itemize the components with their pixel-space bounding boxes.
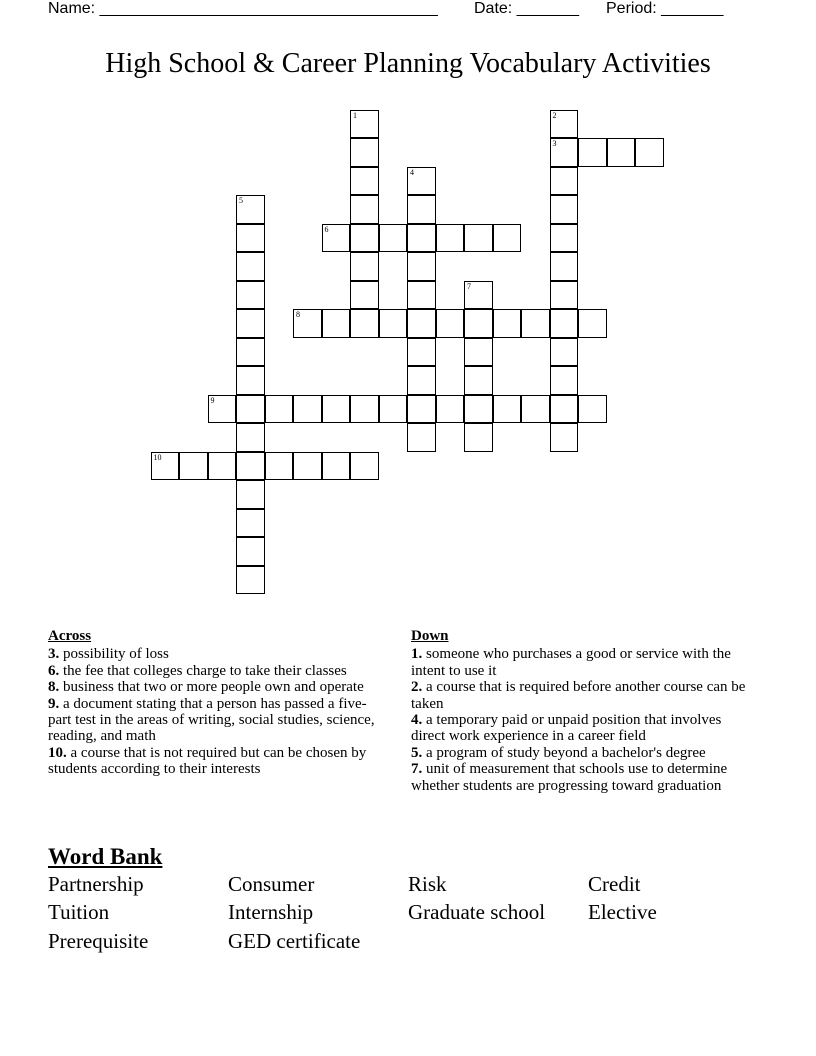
crossword-cell[interactable] (265, 452, 294, 481)
word-bank-item: Graduate school (408, 900, 546, 924)
crossword-cell[interactable] (236, 281, 265, 310)
clue-across-3: 3. possibility of loss (48, 646, 169, 663)
crossword-cell-number: 5 (239, 196, 243, 205)
word-bank-item: Internship (228, 900, 314, 924)
down-heading: Down (411, 628, 449, 644)
crossword-cell-number: 3 (552, 139, 557, 148)
crossword-cell[interactable] (464, 423, 493, 452)
crossword-cell[interactable] (236, 509, 265, 538)
across-clues (48, 628, 388, 778)
header-name-field: Name: ______________________________________ (48, 0, 438, 17)
crossword-cell[interactable] (550, 195, 579, 224)
crossword-cell[interactable] (464, 309, 493, 338)
crossword-cell-number: 7 (467, 281, 471, 291)
crossword-cell[interactable] (407, 338, 436, 367)
crossword-cell[interactable] (550, 138, 579, 167)
crossword-cell[interactable] (578, 138, 607, 167)
crossword-cell[interactable] (464, 281, 493, 310)
clue-down-4: 4. a temporary paid or unpaid position that involves direct work experience in a career field (411, 712, 722, 745)
clue-across-10: 10. a course that is not required but can be chosen by students according to their interests (48, 744, 367, 778)
word-bank-title: Word Bank (48, 844, 163, 869)
crossword-cell[interactable] (322, 452, 351, 481)
crossword-cell[interactable] (350, 395, 379, 424)
crossword-cell[interactable] (322, 309, 351, 338)
word-bank-item: Credit (588, 872, 641, 896)
crossword-cell[interactable] (407, 252, 436, 281)
crossword-cell-number: 6 (324, 224, 329, 234)
crossword-cell[interactable] (464, 395, 493, 424)
crossword-cell[interactable] (550, 167, 579, 196)
crossword-cell[interactable] (236, 566, 265, 595)
word-bank-item: Prerequisite (48, 929, 149, 953)
word-bank-item: GED certificate (228, 929, 361, 953)
crossword-cell[interactable] (521, 309, 550, 338)
word-bank-item: Tuition (48, 900, 110, 924)
crossword-cell[interactable] (379, 309, 408, 338)
crossword-cell[interactable] (550, 281, 579, 310)
clue-down-2: 2. a course that is required before another course can be taken (411, 679, 746, 712)
crossword-cell[interactable] (436, 395, 465, 424)
crossword-cell[interactable] (322, 395, 351, 424)
crossword-cell[interactable] (550, 110, 579, 139)
crossword-cell[interactable] (236, 423, 265, 452)
crossword-cell-number: 4 (410, 167, 414, 177)
crossword-cell[interactable] (550, 338, 579, 367)
crossword-cell[interactable] (236, 224, 265, 253)
page-title: High School & Career Planning Vocabulary Activities (105, 48, 711, 79)
crossword-cell[interactable] (407, 395, 436, 424)
clue-across-6: 6. the fee that colleges charge to take their classes (48, 662, 347, 679)
word-bank-item: Partnership (48, 872, 144, 896)
clue-across-9: 9. a document stating that a person has passed a five-part test in the areas of writing, social studies, science, reading, and math (48, 695, 375, 745)
word-bank-item: Elective (588, 900, 657, 924)
crossword-cell[interactable] (550, 252, 579, 281)
crossword-cell[interactable] (550, 224, 579, 253)
crossword-cell[interactable] (407, 224, 436, 253)
crossword-cell[interactable] (236, 309, 265, 338)
crossword-cell[interactable] (265, 395, 294, 424)
crossword-cell[interactable] (493, 224, 522, 253)
crossword-cell[interactable] (350, 309, 379, 338)
crossword-cell[interactable] (436, 309, 465, 338)
crossword-cell[interactable] (407, 423, 436, 452)
crossword-cell[interactable] (464, 366, 493, 395)
crossword-cell[interactable] (236, 252, 265, 281)
crossword-cell[interactable] (493, 309, 522, 338)
crossword-cell[interactable] (407, 309, 436, 338)
crossword-cell[interactable] (236, 452, 265, 481)
crossword-cell[interactable] (236, 195, 265, 224)
crossword-cell[interactable] (322, 224, 351, 253)
crossword-cell[interactable] (464, 224, 493, 253)
crossword-cell[interactable] (208, 452, 237, 481)
crossword-cell[interactable] (350, 138, 379, 167)
crossword-cell[interactable] (350, 110, 379, 139)
clue-down-1: 1. someone who purchases a good or service with the intent to use it (411, 646, 731, 679)
crossword-cell[interactable] (350, 452, 379, 481)
crossword-cell-number: 1 (353, 110, 357, 120)
crossword-cell[interactable] (635, 138, 664, 167)
crossword-cell[interactable] (550, 423, 579, 452)
crossword-cell[interactable] (578, 395, 607, 424)
crossword-cell-number: 10 (153, 452, 162, 462)
crossword-cell[interactable] (151, 452, 180, 481)
crossword-cell[interactable] (236, 537, 265, 566)
clue-down-7: 7. unit of measurement that schools use to determine whether students are progressing toward graduation (411, 761, 728, 794)
crossword-cell[interactable] (236, 366, 265, 395)
crossword-cell[interactable] (550, 309, 579, 338)
crossword-cell[interactable] (379, 224, 408, 253)
crossword-cell[interactable] (521, 395, 550, 424)
word-bank-item: Consumer (228, 872, 315, 896)
across-heading: Across (48, 628, 92, 644)
crossword-cell[interactable] (350, 195, 379, 224)
crossword-cell[interactable] (436, 224, 465, 253)
word-bank-item: Risk (408, 872, 447, 896)
crossword-cell[interactable] (236, 395, 265, 424)
crossword-cell[interactable] (607, 138, 636, 167)
down-clues (411, 628, 751, 794)
clue-across-8: 8. business that two or more people own and operate (48, 679, 364, 696)
crossword-cell[interactable] (379, 395, 408, 424)
crossword-cell[interactable] (236, 480, 265, 509)
crossword-cell[interactable] (293, 452, 322, 481)
header-date-field: Date: _______ (474, 0, 579, 17)
crossword-cell[interactable] (293, 395, 322, 424)
crossword-cell[interactable] (464, 338, 493, 367)
crossword-cell[interactable] (236, 338, 265, 367)
crossword-cell[interactable] (293, 309, 322, 338)
crossword-cell-number: 9 (210, 395, 215, 405)
crossword-cell[interactable] (407, 195, 436, 224)
crossword-cell[interactable] (350, 252, 379, 281)
crossword-cell[interactable] (350, 167, 379, 196)
crossword-cell[interactable] (407, 281, 436, 310)
crossword-cell[interactable] (493, 395, 522, 424)
crossword-cell[interactable] (550, 395, 579, 424)
crossword-cell[interactable] (578, 309, 607, 338)
crossword-cell[interactable] (407, 167, 436, 196)
crossword-cell[interactable] (208, 395, 237, 424)
crossword-cell[interactable] (179, 452, 208, 481)
crossword-cell[interactable] (407, 366, 436, 395)
header-period-field: Period: _______ (606, 0, 724, 17)
crossword-cell[interactable] (350, 281, 379, 310)
clue-down-5: 5. a program of study beyond a bachelor's degree (411, 744, 706, 761)
crossword-cell[interactable] (550, 366, 579, 395)
crossword-cell-number: 8 (296, 310, 300, 319)
crossword-cell[interactable] (350, 224, 379, 253)
crossword-cell-number: 2 (552, 110, 557, 120)
